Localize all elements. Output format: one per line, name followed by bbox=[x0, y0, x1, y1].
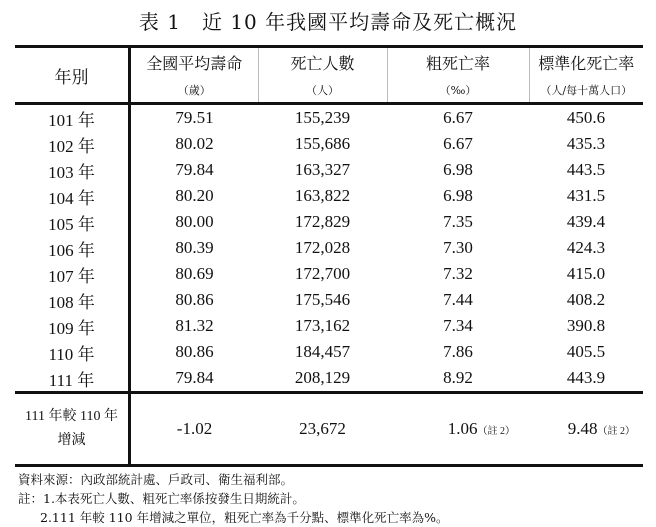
header-year: 年別 bbox=[15, 47, 130, 104]
row-standardized-rate: 443.5 bbox=[566, 160, 606, 179]
row-life-expectancy: 80.69 bbox=[175, 264, 214, 283]
source-note: 資料來源：內政部統計處、戶政司、衛生福利部。 bbox=[18, 472, 294, 487]
row-year: 103 年 bbox=[15, 157, 130, 183]
header-life-expectancy: 全國平均壽命 bbox=[130, 47, 259, 78]
row-crude-rate: 7.30 bbox=[443, 238, 473, 257]
row-crude-rate: 7.44 bbox=[443, 290, 473, 309]
row-crude-rate: 7.86 bbox=[443, 342, 473, 361]
row-deaths: 155,239 bbox=[294, 108, 351, 127]
row-year: 102 年 bbox=[15, 131, 130, 157]
row-life-expectancy: 80.86 bbox=[175, 290, 214, 309]
diff-label-line2: 增減 bbox=[57, 433, 86, 448]
row-crude-rate: 6.67 bbox=[443, 134, 473, 153]
row-life-expectancy: 79.51 bbox=[175, 108, 214, 127]
row-deaths: 163,822 bbox=[294, 186, 351, 205]
table-row bbox=[15, 131, 643, 157]
diff-crude bbox=[387, 393, 529, 466]
row-crude-rate: 6.98 bbox=[443, 186, 473, 205]
table-row bbox=[15, 339, 643, 365]
row-crude-rate: 7.35 bbox=[443, 212, 473, 231]
diff-crude-value: 1.06 bbox=[447, 419, 478, 438]
row-standardized-rate: 431.5 bbox=[566, 186, 606, 205]
footnotes bbox=[18, 470, 448, 527]
diff-std bbox=[529, 393, 643, 466]
row-year: 109 年 bbox=[15, 313, 130, 339]
diff-crude-note: （註 2） bbox=[477, 426, 515, 437]
table-row bbox=[15, 287, 643, 313]
table-row bbox=[15, 104, 643, 132]
unit-deaths: （人） bbox=[258, 77, 387, 104]
note-2: 2.111 年較 110 年增減之單位，粗死亡率為千分點、標準化死亡率為%。 bbox=[40, 510, 449, 525]
table-row bbox=[15, 235, 643, 261]
row-year: 108 年 bbox=[15, 287, 130, 313]
row-crude-rate: 6.98 bbox=[443, 160, 473, 179]
unit-crude-rate: （‰） bbox=[387, 77, 529, 104]
table-title: 表 1 近 10 年我國平均壽命及死亡概況 bbox=[138, 10, 518, 34]
row-crude-rate: 7.32 bbox=[443, 264, 473, 283]
row-year: 107 年 bbox=[15, 261, 130, 287]
row-crude-rate: 7.34 bbox=[443, 316, 473, 335]
diff-deaths: 23,672 bbox=[258, 393, 387, 466]
header-crude-rate: 粗死亡率 bbox=[387, 47, 529, 78]
row-standardized-rate: 415.0 bbox=[566, 264, 606, 283]
row-standardized-rate: 390.8 bbox=[566, 316, 606, 335]
diff-label-line1: 111 年較 110 年 bbox=[25, 409, 118, 424]
diff-row bbox=[15, 393, 643, 466]
row-standardized-rate: 405.5 bbox=[566, 342, 606, 361]
note-1: 註：1.本表死亡人數、粗死亡率係按發生日期統計。 bbox=[18, 491, 305, 506]
diff-life: -1.02 bbox=[130, 393, 259, 466]
row-life-expectancy: 81.32 bbox=[175, 316, 214, 335]
unit-standardized-rate: （人/每十萬人口） bbox=[529, 77, 643, 104]
row-life-expectancy: 80.00 bbox=[175, 212, 214, 231]
row-year: 104 年 bbox=[15, 183, 130, 209]
row-deaths: 173,162 bbox=[294, 316, 351, 335]
row-deaths: 208,129 bbox=[258, 365, 387, 393]
row-standardized-rate: 450.6 bbox=[566, 108, 606, 127]
table-row bbox=[15, 183, 643, 209]
row-year: 105 年 bbox=[15, 209, 130, 235]
row-crude-rate: 6.67 bbox=[443, 108, 473, 127]
row-year: 111 年 bbox=[15, 365, 130, 393]
row-deaths: 172,700 bbox=[294, 264, 351, 283]
diff-std-note: （註 2） bbox=[597, 426, 635, 437]
diff-label bbox=[15, 393, 130, 466]
row-deaths: 172,028 bbox=[294, 238, 351, 257]
row-standardized-rate: 424.3 bbox=[566, 238, 606, 257]
row-deaths: 175,546 bbox=[294, 290, 351, 309]
row-year: 101 年 bbox=[15, 104, 130, 132]
unit-life-expectancy: （歲） bbox=[130, 77, 259, 104]
row-life-expectancy: 79.84 bbox=[130, 365, 259, 393]
row-deaths: 184,457 bbox=[294, 342, 351, 361]
row-life-expectancy: 80.20 bbox=[175, 186, 214, 205]
row-crude-rate: 8.92 bbox=[387, 365, 529, 393]
diff-std-value: 9.48 bbox=[567, 419, 598, 438]
row-deaths: 155,686 bbox=[294, 134, 351, 153]
life-expectancy-table bbox=[15, 45, 643, 467]
row-deaths: 163,327 bbox=[294, 160, 351, 179]
row-life-expectancy: 79.84 bbox=[175, 160, 214, 179]
header-standardized-rate: 標準化死亡率 bbox=[529, 47, 643, 78]
row-standardized-rate: 408.2 bbox=[566, 290, 606, 309]
row-standardized-rate: 443.9 bbox=[529, 365, 643, 393]
row-year: 110 年 bbox=[15, 339, 130, 365]
table-row bbox=[15, 313, 643, 339]
row-deaths: 172,829 bbox=[294, 212, 351, 231]
row-standardized-rate: 439.4 bbox=[566, 212, 606, 231]
row-life-expectancy: 80.02 bbox=[175, 134, 214, 153]
table-row bbox=[15, 261, 643, 287]
row-year: 106 年 bbox=[15, 235, 130, 261]
row-life-expectancy: 80.39 bbox=[175, 238, 214, 257]
row-life-expectancy: 80.86 bbox=[175, 342, 214, 361]
header-deaths: 死亡人數 bbox=[258, 47, 387, 78]
table-row bbox=[15, 157, 643, 183]
table-row bbox=[15, 209, 643, 235]
row-standardized-rate: 435.3 bbox=[566, 134, 606, 153]
table-row bbox=[15, 365, 643, 393]
